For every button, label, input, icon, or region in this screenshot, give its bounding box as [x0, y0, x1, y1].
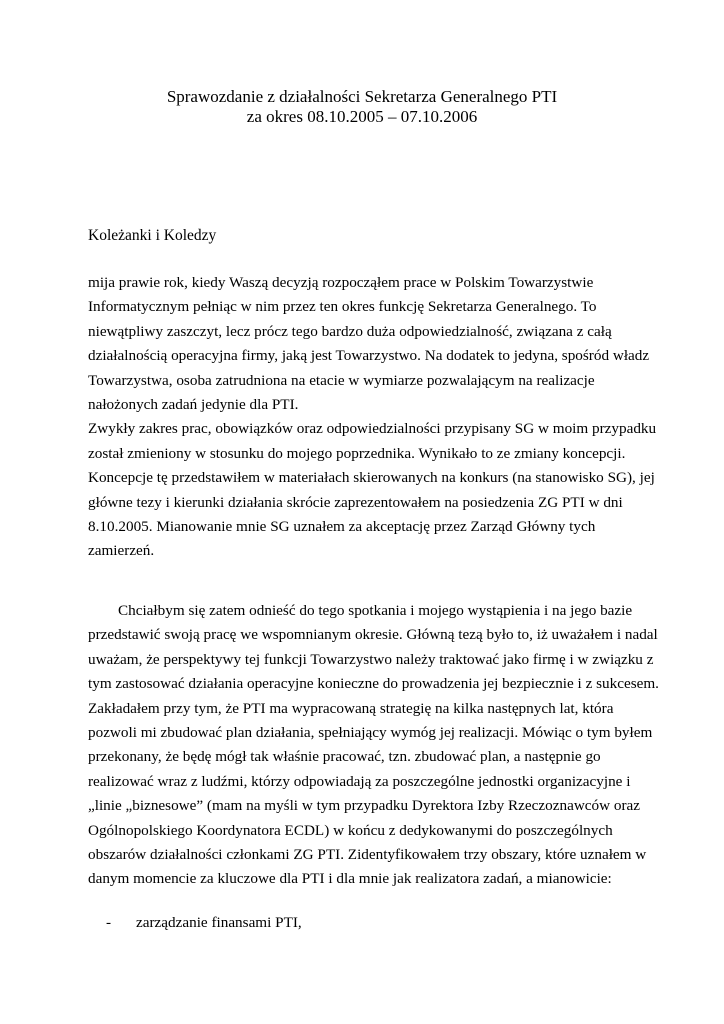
paragraph-line: „linie „biznesowe” (mam na myśli w tym przypadku Dyrektora Izby Rzeczoznawców oraz	[88, 797, 641, 815]
paragraph-line: działalnością operacyjna firmy, jaką jest Towarzystwo. Na dodatek to jedyna, spośród władz	[88, 347, 650, 365]
bullet-dash: -	[106, 914, 112, 931]
paragraph-line: niewątpliwy zaszczyt, lecz prócz tego bardzo duża odpowiedzialność, związana z całą	[88, 322, 612, 340]
paragraph-line: danym momencie za kluczowe dla PTI i dla mnie jak realizatora zadań, a mianowicie:	[88, 870, 612, 888]
paragraph-line: Zakładałem przy tym, że PTI ma wypracowaną strategię na kilka następnych lat, która	[88, 699, 614, 717]
paragraph-line: Koncepcje tę przedstawiłem w materiałach skierowanych na konkurs (na stanowisko SG), jej	[88, 469, 655, 487]
paragraph-line: Towarzystwa, osoba zatrudniona na etacie w wymiarze pozwalającym na realizacje	[88, 371, 595, 389]
paragraph-line: zamierzeń.	[88, 542, 155, 560]
paragraph-line: Chciałbym się zatem odnieść do tego spotkania i mojego wystąpienia i na jego bazie	[118, 602, 633, 619]
bullet-text: zarządzanie finansami PTI,	[136, 914, 302, 931]
paragraph-line: uważam, że perspektywy tej funkcji Towarzystwo należy traktować jako firmę i w związku z	[88, 650, 654, 668]
paragraph-line: pozwoli mi zbudować plan działania, spełniający wymóg jej realizacji. Mówiąc o tym byłem	[88, 723, 653, 741]
bullet-item	[88, 911, 302, 935]
paragraph-line: obszarów działalności członkami ZG PTI. Zidentyfikowałem trzy obszary, które uznałem w	[88, 845, 647, 863]
paragraph-line: 8.10.2005. Mianowanie mnie SG uznałem za akceptację przez Zarząd Główny tych	[88, 517, 596, 535]
paragraph-line: Informatycznym pełniąc w nim przez ten okres funkcję Sekretarza Generalnego. To	[88, 298, 597, 316]
document-title	[0, 87, 724, 127]
title-line-1: Sprawozdanie z działalności Sekretarza Generalnego PTI	[166, 87, 558, 106]
paragraph-line: mija prawie rok, kiedy Waszą decyzją rozpocząłem prace w Polskim Towarzystwie	[88, 274, 594, 291]
paragraph-line: główne tezy i kierunki działania skrócie zaprezentowałem na posiedzenia ZG PTI w dni	[88, 493, 623, 511]
paragraph-line: Zwykły zakres prac, obowiązków oraz odpowiedzialności przypisany SG w moim przypadku	[88, 420, 657, 438]
paragraph-line: został zmieniony w stosunku do mojego poprzednika. Wynikało to ze zmiany koncepcji.	[88, 444, 626, 462]
paragraph-line: przedstawić swoją pracę we wspomnianym okresie. Główną tezą było to, iż uważałem i nadal	[88, 626, 658, 644]
paragraph-line: Ogólnopolskiego Koordynatora ECDL) w końcu z dedykowanymi do poszczególnych	[88, 821, 613, 839]
paragraph-line: tym zastosować działania operacyjne konieczne do prowadzenia jej bezpiecznie i z sukcesem.	[88, 675, 659, 693]
greeting: Koleżanki i Koledzy	[88, 227, 217, 244]
title-line-2: za okres 08.10.2005 – 07.10.2006	[246, 107, 478, 126]
paragraph-line: przekonany, że będę mógł tak właśnie pracować, tzn. zbudować plan, a następnie go	[88, 748, 601, 766]
paragraph-1	[88, 271, 688, 564]
paragraph-line: nałożonych zadań jedynie dla PTI.	[88, 395, 299, 413]
paragraph-2	[88, 599, 688, 892]
paragraph-line: realizować wraz z ludźmi, którzy odpowiadają za poszczególne jednostki organizacyjne i	[88, 772, 631, 790]
